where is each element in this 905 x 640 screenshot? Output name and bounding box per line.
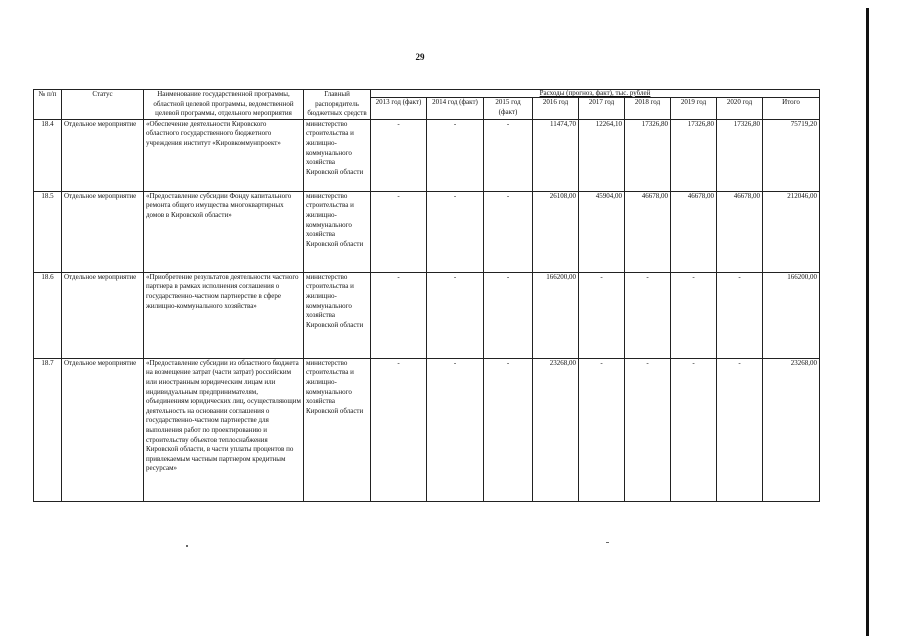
cell-value: 23268,00 bbox=[533, 358, 579, 501]
cell-value: - bbox=[484, 272, 533, 358]
cell-value: - bbox=[427, 272, 484, 358]
cell-value: 11474,70 bbox=[533, 119, 579, 191]
cell-value: 45904,00 bbox=[579, 191, 625, 272]
cell-value: 12264,10 bbox=[579, 119, 625, 191]
table-row bbox=[34, 119, 820, 191]
cell-value: - bbox=[427, 358, 484, 501]
cell-total: 23268,00 bbox=[763, 358, 820, 501]
header-year: 2017 год bbox=[579, 98, 625, 120]
cell-value: 46678,00 bbox=[625, 191, 671, 272]
row-status: Отдельное мероприятие bbox=[62, 358, 144, 501]
header-year: 2014 год (факт) bbox=[427, 98, 484, 120]
header-year: 2013 год (факт) bbox=[371, 98, 427, 120]
row-name: «Предоставление субсидии Фонду капитального ремонта общего имущества многоквартирных домов в Кировской области» bbox=[144, 191, 304, 272]
cell-value: - bbox=[717, 272, 763, 358]
header-year: 2018 год bbox=[625, 98, 671, 120]
cell-value: 46678,00 bbox=[671, 191, 717, 272]
row-status: Отдельное мероприятие bbox=[62, 119, 144, 191]
cell-value: 26108,00 bbox=[533, 191, 579, 272]
cell-value: - bbox=[371, 272, 427, 358]
cell-value: 166200,00 bbox=[533, 272, 579, 358]
cell-value: - bbox=[671, 358, 717, 501]
cell-value: - bbox=[579, 272, 625, 358]
header-name: Наименование государственной программы, областной целевой программы, ведомственной целевой программы, отдельного мероприятия bbox=[144, 90, 304, 120]
header-year: 2019 год bbox=[671, 98, 717, 120]
cell-total: 212046,00 bbox=[763, 191, 820, 272]
cell-total: 166200,00 bbox=[763, 272, 820, 358]
cell-value: - bbox=[371, 358, 427, 501]
header-expenses: Расходы (прогноз, факт), тыс. рублей bbox=[371, 90, 820, 98]
row-administrator: министерство строительства и жилищно-коммунального хозяйства Кировской области bbox=[304, 358, 371, 501]
header-row bbox=[34, 90, 820, 98]
cell-value: 46678,00 bbox=[717, 191, 763, 272]
cell-value: - bbox=[427, 191, 484, 272]
scan-speck bbox=[606, 542, 609, 543]
cell-value: 17326,80 bbox=[717, 119, 763, 191]
cell-value: 17326,80 bbox=[671, 119, 717, 191]
scan-speck bbox=[186, 545, 188, 547]
cell-value: - bbox=[427, 119, 484, 191]
page-number: 29 bbox=[415, 52, 425, 62]
table-row bbox=[34, 272, 820, 358]
cell-value: - bbox=[371, 119, 427, 191]
cell-value: - bbox=[484, 191, 533, 272]
header-year: 2016 год bbox=[533, 98, 579, 120]
cell-value: - bbox=[484, 119, 533, 191]
header-total: Итого bbox=[763, 98, 820, 120]
header-year: 2015 год (факт) bbox=[484, 98, 533, 120]
row-name: «Приобретение результатов деятельности частного партнера в рамках исполнения соглашения о государственно-частном партнерстве в сфере жилищно-коммунального хозяйства» bbox=[144, 272, 304, 358]
header-status: Статус bbox=[62, 90, 144, 120]
table-row bbox=[34, 191, 820, 272]
cell-value: - bbox=[371, 191, 427, 272]
row-status: Отдельное мероприятие bbox=[62, 191, 144, 272]
cell-value: 17326,80 bbox=[625, 119, 671, 191]
cell-value: - bbox=[484, 358, 533, 501]
row-administrator: министерство строительства и жилищно-коммунального хозяйства Кировской области bbox=[304, 119, 371, 191]
row-num: 18.4 bbox=[34, 119, 62, 191]
header-num: № п/п bbox=[34, 90, 62, 120]
cell-value: - bbox=[671, 272, 717, 358]
cell-value: - bbox=[625, 272, 671, 358]
cell-value: - bbox=[625, 358, 671, 501]
cell-value: - bbox=[717, 358, 763, 501]
row-num: 18.5 bbox=[34, 191, 62, 272]
row-status: Отдельное мероприятие bbox=[62, 272, 144, 358]
row-num: 18.6 bbox=[34, 272, 62, 358]
scan-edge-line bbox=[866, 8, 869, 636]
header-administrator: Главный распорядитель бюджетных средств bbox=[304, 90, 371, 120]
row-name: «Обеспечение деятельности Кировского областного государственного бюджетного учреждения институт «Кировкоммунпроект» bbox=[144, 119, 304, 191]
cell-value: - bbox=[579, 358, 625, 501]
row-administrator: министерство строительства и жилищно-коммунального хозяйства Кировской области bbox=[304, 272, 371, 358]
table-row bbox=[34, 358, 820, 501]
cell-total: 75719,20 bbox=[763, 119, 820, 191]
row-num: 18.7 bbox=[34, 358, 62, 501]
row-administrator: министерство строительства и жилищно-коммунального хозяйства Кировской области bbox=[304, 191, 371, 272]
header-year: 2020 год bbox=[717, 98, 763, 120]
row-name: «Предоставление субсидии из областного бюджета на возмещение затрат (части затрат) российским или иностранным юридическим лицам или индивидуальным предпринимателям, объединениям юридических лиц, осуществляющим деятельность на основании соглашения о государственно-частном партнерстве для выполнения работ по проектированию и строительству объектов теплоснабжения Кировской области, в части уплаты процентов по привлекаемым частным партнером кредитным ресурсам» bbox=[144, 358, 304, 501]
expenses-table bbox=[33, 89, 820, 502]
